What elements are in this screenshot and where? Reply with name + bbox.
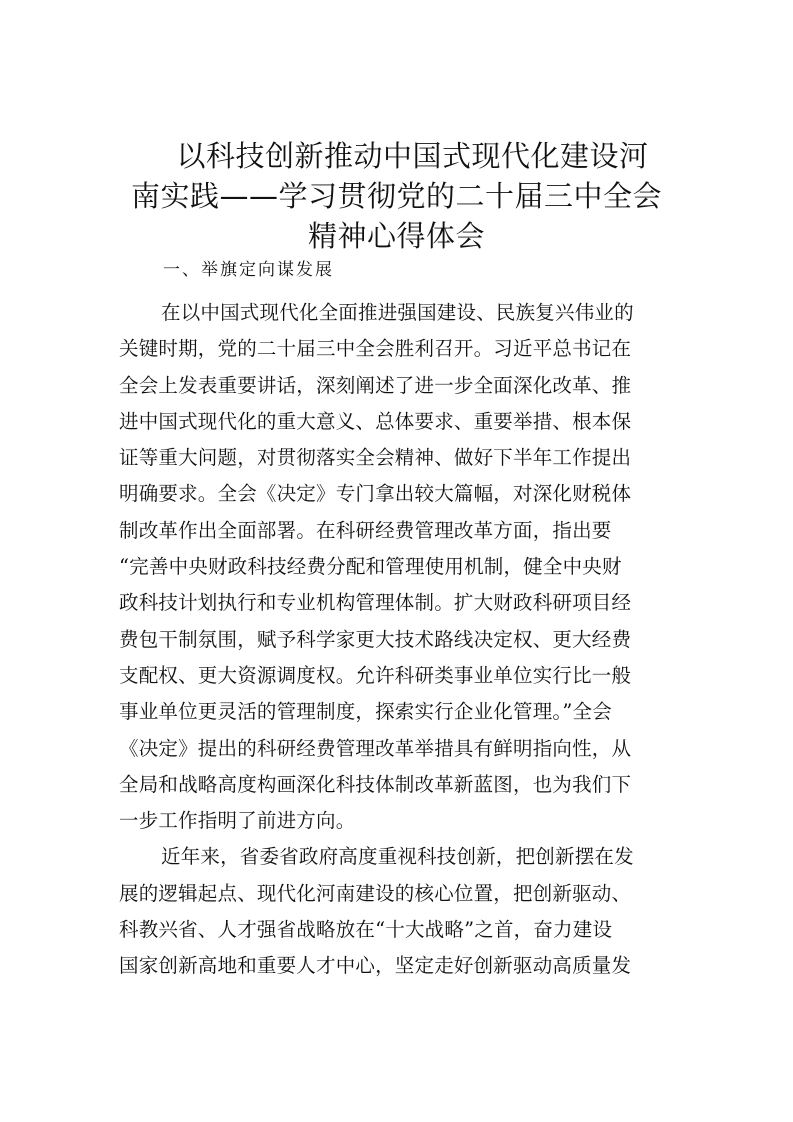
paragraph-line: 关键时期，党的二十届三中全会胜利召开。习近平总书记在 (119, 337, 632, 361)
paragraph-line: “完善中央财政科技经费分配和管理使用机制，健全中央财 (119, 555, 622, 579)
document-body (119, 258, 676, 985)
paragraph-line: 一步工作指明了前进方向。 (119, 809, 356, 833)
page-title (112, 136, 681, 256)
paragraph-line: 国家创新高地和重要人才中心，坚定走好创新驱动高质量发 (119, 954, 632, 978)
paragraph-line: 在以中国式现代化全面推进强国建设、民族复兴伟业的 (161, 301, 634, 324)
section-heading: 一、举旗定向谋发展 (163, 260, 334, 280)
paragraph-1 (119, 295, 676, 839)
paragraph-line: 费包干制氛围，赋予科学家更大技术路线决定权、更大经费 (119, 627, 632, 651)
title-line-3: 精神心得体会 (307, 219, 485, 253)
paragraph-line: 事业单位更灵活的管理制度，探索实行企业化管理。”全会 (119, 700, 612, 724)
paragraph-line: 展的逻辑起点、现代化河南建设的核心位置，把创新驱动、 (119, 881, 632, 905)
paragraph-line: 科教兴省、人才强省战略放在“十大战略”之首，奋力建设 (119, 918, 613, 942)
paragraph-line: 明确要求。全会《决定》专门拿出较大篇幅，对深化财税体 (119, 482, 632, 506)
paragraph-line: 证等重大问题，对贯彻落实全会精神、做好下半年工作提出 (119, 446, 632, 470)
title-line-2: 南实践——学习贯彻党的二十届三中全会 (130, 179, 662, 213)
paragraph-line: 《决定》提出的科研经费管理改革举措具有鲜明指向性，从 (119, 736, 632, 760)
paragraph-line: 全局和战略高度构画深化科技体制改革新蓝图，也为我们下 (119, 772, 632, 796)
paragraph-line: 政科技计划执行和专业机构管理体制。扩大财政科研项目经 (119, 591, 632, 615)
paragraph-line: 制改革作出全面部署。在科研经费管理改革方面，指出要 (119, 518, 612, 542)
paragraph-line: 全会上发表重要讲话，深刻阐述了进一步全面深化改革、推 (119, 373, 632, 397)
paragraph-line: 进中国式现代化的重大意义、总体要求、重要举措、根本保 (119, 409, 632, 433)
paragraph-line: 近年来，省委省政府高度重视科技创新，把创新摆在发 (161, 845, 634, 869)
paragraph-line: 支配权、更大资源调度权。允许科研类事业单位实行比一般 (119, 663, 632, 687)
title-line-1: 以科技创新推动中国式现代化建设河 (176, 139, 649, 173)
paragraph-2 (119, 839, 676, 984)
